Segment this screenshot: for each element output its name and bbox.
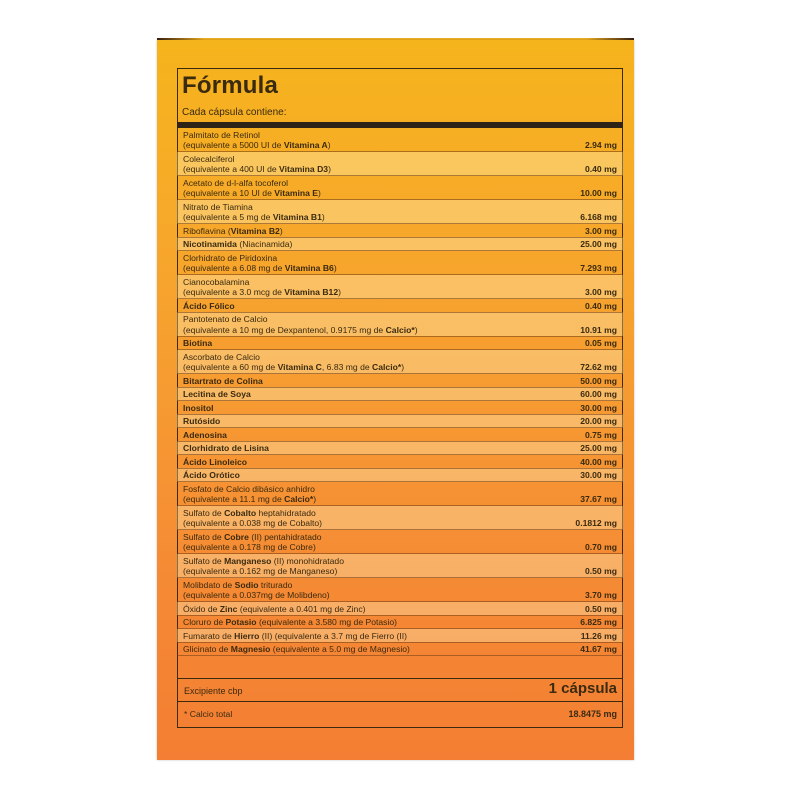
ingredient-name-cell <box>177 176 531 200</box>
ingredient-name-part: Cloruro de <box>183 617 226 627</box>
excipient-row <box>177 678 623 702</box>
ingredient-note-bold: Vitamina B6 <box>284 263 334 273</box>
ingredient-note-bold: Vitamina C <box>277 362 322 372</box>
excipient-value: 1 cápsula <box>548 680 617 697</box>
ingredient-note-bold: Vitamina A <box>283 140 328 150</box>
ingredient-amount: 10.91 mg <box>531 312 623 336</box>
ingredient-name-part: Sulfato de <box>183 555 225 566</box>
ingredient-row <box>177 615 623 629</box>
ingredient-name: Colecalciferol <box>183 153 235 164</box>
ingredient-name-bold: Clorhidrato de Lisina <box>183 443 269 453</box>
ingredient-note: (equivalente a 5 mg de <box>183 212 273 222</box>
ingredient-name-bold: Cobalto <box>224 507 257 518</box>
ingredient-name-part: (II) monohidratado <box>271 555 344 566</box>
ingredient-name-cell <box>177 602 531 616</box>
ingredient-row <box>177 629 623 643</box>
ingredient-name-bold: Bitartrato de Colina <box>183 375 263 386</box>
ingredient-name-cell <box>177 414 531 428</box>
ingredient-name-cell <box>177 578 531 602</box>
calcium-total-value: 18.8475 mg <box>568 709 617 719</box>
ingredient-note: (equivalente a 10 UI de <box>183 188 275 198</box>
ingredient-name-bold: Manganeso <box>224 555 272 566</box>
ingredient-note: ) <box>401 362 405 372</box>
ingredient-name: Acetato de d-l-alfa tocoferol <box>183 177 289 188</box>
ingredient-note: (equivalente a 3.0 mcg de <box>183 287 285 297</box>
ingredient-amount: 0.75 mg <box>531 428 623 442</box>
ingredient-amount: 6.825 mg <box>531 615 623 629</box>
ingredient-note-bold: Calcio* <box>372 362 402 372</box>
ingredient-note: ) <box>333 263 337 273</box>
ingredient-amount: 0.40 mg <box>531 299 623 313</box>
ingredient-row <box>177 224 623 238</box>
ingredient-amount: 0.50 mg <box>531 602 623 616</box>
ingredient-amount: 0.40 mg <box>531 152 623 176</box>
ingredient-name-cell <box>177 350 531 374</box>
ingredient-note-bold: Calcio* <box>385 324 415 335</box>
subtitle: Cada cápsula contiene: <box>182 107 287 118</box>
ingredient-note: ) <box>321 212 325 222</box>
ingredient-note-bold: Calcio* <box>284 494 314 504</box>
ingredient-name-bold: Vitamina B2 <box>230 225 280 236</box>
ingredient-name: Pantotenato de Calcio <box>183 314 268 324</box>
ingredient-name-bold: Cobre <box>224 531 249 542</box>
ingredient-note-bold: Vitamina B12 <box>284 287 339 297</box>
ingredient-row <box>177 152 623 176</box>
ingredient-name-cell <box>177 200 531 224</box>
ingredient-amount: 10.00 mg <box>531 176 623 200</box>
ingredient-name-bold: Adenosina <box>183 429 227 440</box>
ingredient-name-bold: Biotina <box>183 338 213 348</box>
ingredient-row <box>177 387 623 401</box>
ingredient-name-bold: Hierro <box>234 630 260 641</box>
ingredient-row <box>177 237 623 251</box>
ingredient-row <box>177 441 623 455</box>
ingredient-row <box>177 299 623 313</box>
ingredient-row <box>177 455 623 469</box>
ingredient-amount: 3.00 mg <box>531 275 623 299</box>
ingredient-name-part: (II) pentahidratado <box>248 531 322 542</box>
ingredient-note: (equivalente a 10 mg de Dexpantenol, 0.9175 mg de <box>183 324 386 335</box>
ingredient-amount: 2.94 mg <box>531 128 623 152</box>
ingredient-note: ) <box>313 494 317 504</box>
ingredient-note: ) <box>327 140 331 150</box>
ingredient-note: (equivalente a 0.037mg de Molibdeno) <box>183 590 330 600</box>
ingredient-name-cell <box>177 224 531 238</box>
ingredient-name-cell <box>177 615 531 629</box>
ingredient-amount: 40.00 mg <box>531 455 623 469</box>
ingredient-amount: 0.70 mg <box>531 530 623 554</box>
ingredient-note: ) <box>338 287 341 297</box>
ingredient-name-part: Riboflavina ( <box>183 225 231 236</box>
ingredient-amount: 30.00 mg <box>531 468 623 482</box>
ingredient-row <box>177 312 623 336</box>
ingredient-name-part: Óxido de <box>183 603 220 614</box>
ingredient-note: (equivalente a 11.1 mg de <box>183 494 285 504</box>
ingredient-name-bold: Potasio <box>225 617 257 627</box>
ingredient-name-cell <box>177 629 531 643</box>
ingredient-name-cell <box>177 554 531 578</box>
ingredient-name-part: heptahidratado <box>256 507 316 518</box>
calcium-total-label: * Calcio total <box>184 709 233 719</box>
ingredient-row <box>177 374 623 388</box>
ingredient-name-part: Molibdato de <box>183 579 235 590</box>
ingredient-row <box>177 200 623 224</box>
ingredient-name-bold: Sodio <box>234 579 259 590</box>
ingredient-row <box>177 275 623 299</box>
ingredient-name-cell <box>177 299 531 313</box>
ingredient-name-part: ) <box>279 225 283 236</box>
ingredient-note: (equivalente a 400 UI de <box>183 164 280 174</box>
ingredient-row <box>177 530 623 554</box>
ingredient-name-cell <box>177 275 531 299</box>
ingredient-name-bold: Inositol <box>183 402 214 413</box>
ingredient-row <box>177 482 623 506</box>
ingredient-name-part: (equivalente a 3.580 mg de Potasio) <box>256 617 398 627</box>
ingredient-amount: 25.00 mg <box>531 441 623 455</box>
ingredient-row <box>177 506 623 530</box>
ingredient-row <box>177 401 623 415</box>
ingredient-amount: 0.50 mg <box>531 554 623 578</box>
ingredient-note: , 6.83 mg de <box>321 362 373 372</box>
ingredient-row <box>177 128 623 152</box>
ingredient-name-bold: Rutósido <box>183 416 221 426</box>
calcium-total-row <box>177 704 623 724</box>
ingredient-note: ) <box>318 188 321 198</box>
ingredient-note-bold: Vitamina D3 <box>279 164 329 174</box>
ingredient-name: Clorhidrato de Piridoxina <box>183 252 278 263</box>
ingredient-note-bold: Vitamina B1 <box>272 212 322 222</box>
ingredient-amount: 0.05 mg <box>531 336 623 350</box>
ingredient-note: (equivalente a 6.08 mg de <box>183 263 285 273</box>
ingredient-amount: 41.67 mg <box>531 642 623 656</box>
ingredient-note: (equivalente a 0.178 mg de Cobre) <box>183 542 316 552</box>
ingredient-row <box>177 468 623 482</box>
ingredient-name-cell <box>177 428 531 442</box>
ingredient-name-part: Glicinato de <box>183 644 231 654</box>
ingredient-amount: 30.00 mg <box>531 401 623 415</box>
ingredient-name: Ascorbato de Calcio <box>183 351 260 362</box>
ingredient-name-bold: Ácido Fólico <box>183 300 235 311</box>
ingredient-name-cell <box>177 441 531 455</box>
ingredient-name-cell <box>177 468 531 482</box>
ingredient-name-part: (Niacinamida) <box>236 239 293 249</box>
ingredient-note: (equivalente a 60 mg de <box>183 362 278 372</box>
ingredient-note: (equivalente a 0.038 mg de Cobalto) <box>183 518 323 528</box>
ingredient-note-bold: Vitamina E <box>274 188 319 198</box>
ingredient-name: Cianocobalamina <box>183 276 250 287</box>
ingredient-name-cell <box>177 642 531 656</box>
ingredient-name-cell <box>177 374 531 388</box>
ingredient-name-part: (equivalente a 0.401 mg de Zinc) <box>237 603 366 614</box>
ingredient-name-cell <box>177 237 531 251</box>
ingredient-row <box>177 578 623 602</box>
ingredient-row <box>177 554 623 578</box>
ingredient-name-cell <box>177 312 531 336</box>
ingredient-name-part: (equivalente a 5.0 mg de Magnesio) <box>270 644 410 654</box>
ingredient-amount: 11.26 mg <box>531 629 623 643</box>
ingredient-row <box>177 251 623 275</box>
ingredient-name: Palmitato de Retinol <box>183 129 260 140</box>
ingredient-name-part: (II) (equivalente a 3.7 mg de Fierro (II) <box>259 630 408 641</box>
ingredient-name-cell <box>177 251 531 275</box>
ingredient-name-part: Sulfato de <box>183 531 225 542</box>
ingredient-note: ) <box>414 324 418 335</box>
ingredient-amount: 0.1812 mg <box>531 506 623 530</box>
ingredient-name-part: triturado <box>258 579 293 590</box>
ingredient-name-cell <box>177 152 531 176</box>
ingredient-name-cell <box>177 336 531 350</box>
ingredient-name-bold: Lecitina de Soya <box>183 389 251 399</box>
ingredient-name-cell <box>177 482 531 506</box>
excipient-label: Excipiente cbp <box>184 686 243 696</box>
ingredient-name: Nitrato de Tiamina <box>183 201 253 212</box>
ingredient-amount: 7.293 mg <box>531 251 623 275</box>
ingredient-name: Fosfato de Calcio dibásico anhidro <box>183 483 315 494</box>
ingredient-amount: 3.70 mg <box>531 578 623 602</box>
ingredient-name-bold: Ácido Linoleico <box>183 456 247 467</box>
ingredient-note: (equivalente a 5000 UI de <box>183 140 284 150</box>
ingredient-amount: 60.00 mg <box>531 387 623 401</box>
ingredient-note: ) <box>328 164 331 174</box>
ingredients-table <box>177 128 623 656</box>
ingredient-amount: 20.00 mg <box>531 414 623 428</box>
ingredient-name-bold: Zinc <box>219 603 238 614</box>
ingredient-amount: 25.00 mg <box>531 237 623 251</box>
ingredient-amount: 6.168 mg <box>531 200 623 224</box>
ingredient-row <box>177 336 623 350</box>
ingredient-amount: 50.00 mg <box>531 374 623 388</box>
ingredient-name-cell <box>177 387 531 401</box>
ingredient-name-bold: Magnesio <box>230 644 271 654</box>
ingredient-amount: 37.67 mg <box>531 482 623 506</box>
ingredient-note: (equivalente a 0.162 mg de Manganeso) <box>183 566 338 576</box>
ingredient-row <box>177 350 623 374</box>
ingredient-name-cell <box>177 455 531 469</box>
page-title: Fórmula <box>182 72 279 99</box>
ingredient-row <box>177 428 623 442</box>
ingredient-name-cell <box>177 128 531 152</box>
ingredient-row <box>177 642 623 656</box>
ingredient-name-cell <box>177 401 531 415</box>
ingredient-amount: 3.00 mg <box>531 224 623 238</box>
ingredient-name-part: Sulfato de <box>183 507 225 518</box>
ingredient-row <box>177 602 623 616</box>
ingredient-row <box>177 414 623 428</box>
ingredient-amount: 72.62 mg <box>531 350 623 374</box>
ingredient-row <box>177 176 623 200</box>
ingredient-name-part: Fumarato de <box>183 630 235 641</box>
ingredient-name-cell <box>177 506 531 530</box>
ingredient-name-bold: Nicotinamida <box>183 239 237 249</box>
ingredient-name-cell <box>177 530 531 554</box>
ingredient-name-bold: Ácido Orótico <box>183 470 240 480</box>
